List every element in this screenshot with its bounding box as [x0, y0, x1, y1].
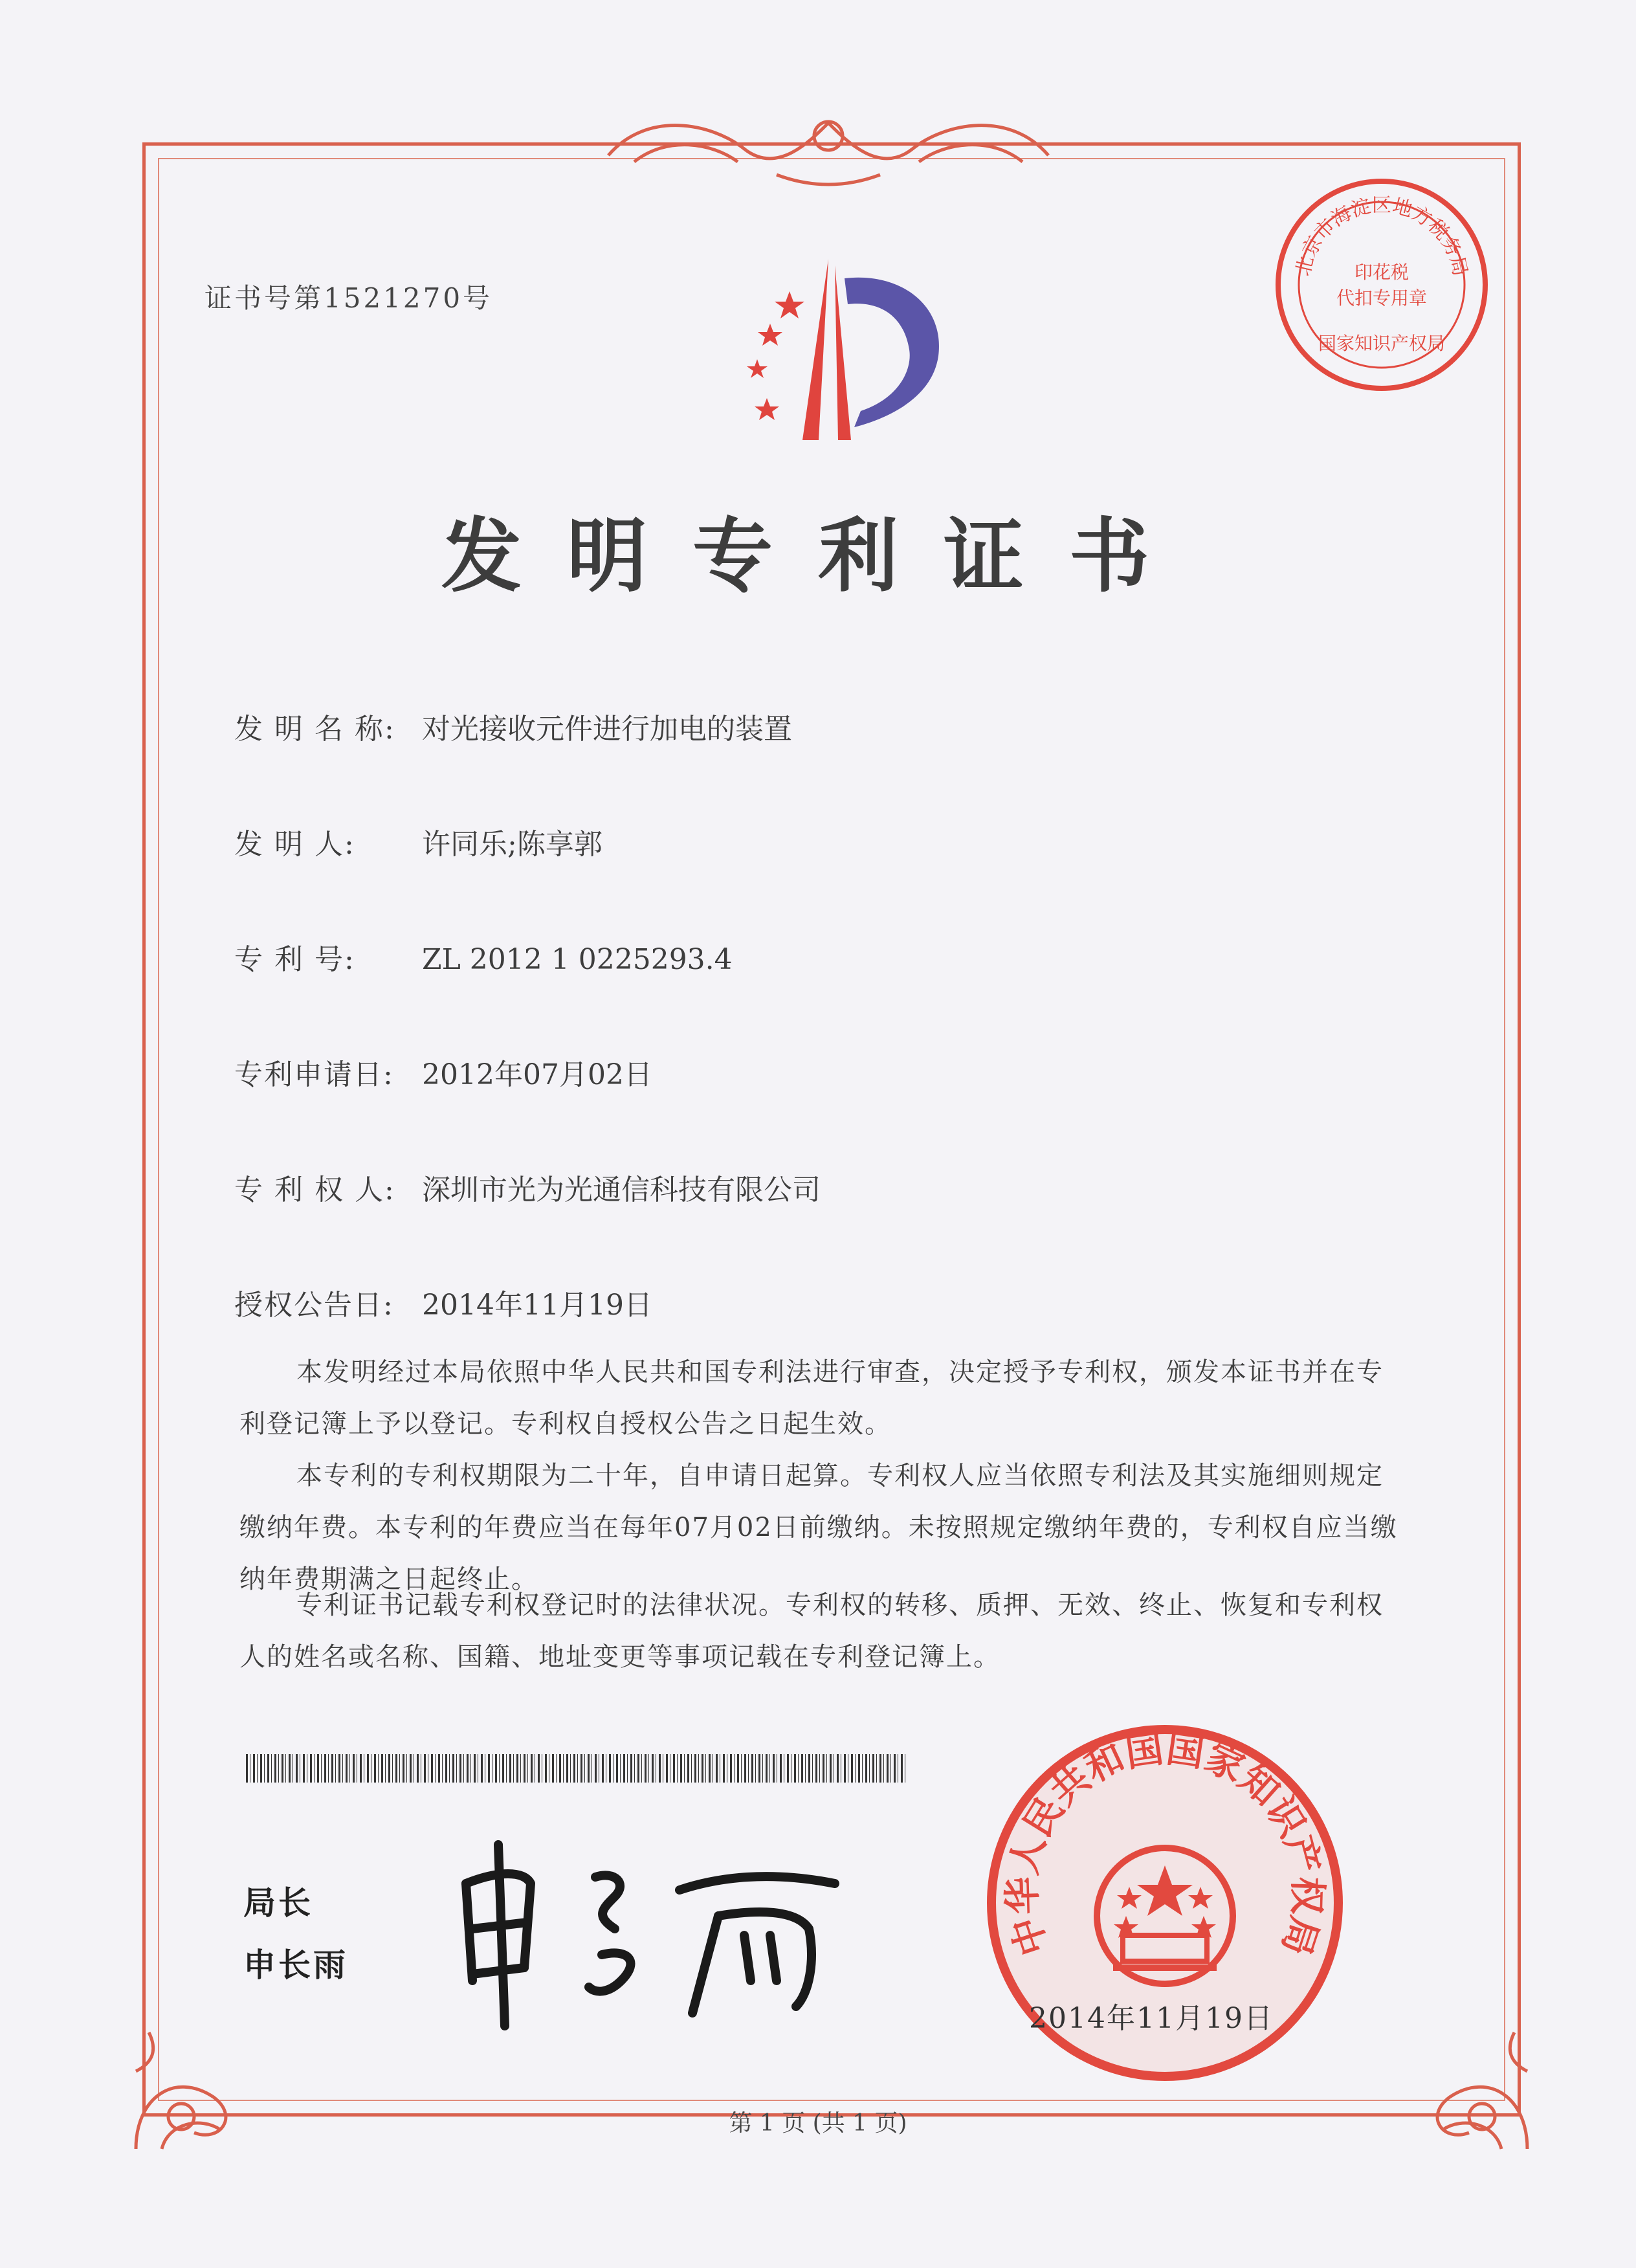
body-paragraph: 专利证书记载专利权登记时的法律状况。专利权的转移、质押、无效、终止、恢复和专利权人的姓名或名称、国籍、地址变更等事项记载在专利登记簿上。 [239, 1590, 1384, 1672]
page-number: 第 1 页 (共 1 页) [729, 2110, 907, 2137]
director-signature [447, 1832, 861, 2039]
certificate-number: 证书号第1521270号 [204, 282, 493, 314]
tax-stamp [1272, 175, 1492, 395]
field-value: 深圳市光为光通信科技有限公司 [422, 1173, 821, 1206]
field-label: 发 明 名 称: [234, 713, 395, 746]
field-value: 2012年07月02日 [422, 1058, 652, 1091]
field-application-date [234, 1051, 652, 1093]
tax-stamp-ring-text: 北京市海淀区地方税务局 [1292, 194, 1472, 278]
field-value: 2014年11月19日 [422, 1289, 652, 1322]
tax-stamp-bottom-text: 国家知识产权局 [1318, 333, 1446, 354]
field-value: 许同乐;陈享郭 [422, 828, 602, 861]
field-value: ZL 2012 1 0225293.4 [422, 943, 733, 976]
barcode [246, 1754, 906, 1783]
tax-stamp-line-1: 印花税 [1354, 261, 1409, 283]
field-label: 专利申请日: [234, 1058, 394, 1091]
field-invention-name [234, 706, 792, 747]
top-ornament [582, 97, 1074, 194]
field-inventor [234, 821, 602, 862]
body-paragraph: 本发明经过本局依照中华人民共和国专利法进行审查，决定授予专利权，颁发本证书并在专利登记簿上予以登记。专利权自授权公告之日起生效。 [239, 1357, 1384, 1439]
field-patent-number [234, 936, 733, 977]
field-label: 发 明 人: [234, 828, 355, 861]
patent-office-logo [705, 252, 951, 453]
director-name: 申长雨 [243, 1946, 348, 1984]
issue-date: 2014年11月19日 [1029, 2002, 1274, 2035]
field-label: 专 利 号: [234, 943, 355, 976]
body-paragraph: 本专利的专利权期限为二十年，自申请日起算。专利权人应当依照专利法及其实施细则规定缴纳年费。本专利的年费应当在每年07月02日前缴纳。未按照规定缴纳年费的，专利权自应当缴纳年费期满之日起终止。 [239, 1461, 1398, 1594]
field-patentee [234, 1166, 821, 1208]
field-label: 授权公告日: [234, 1289, 394, 1322]
field-grant-date [234, 1282, 652, 1323]
office-seal-ring-text: 中华人民共和国国家知识产权局 [1000, 1726, 1330, 1961]
field-label: 专 利 权 人: [234, 1173, 395, 1206]
tax-stamp-line-2: 代扣专用章 [1336, 287, 1428, 309]
certificate-title: 发明专利证书 [441, 510, 1195, 603]
field-value: 对光接收元件进行加电的装置 [422, 713, 792, 746]
director-title: 局长 [243, 1884, 313, 1922]
